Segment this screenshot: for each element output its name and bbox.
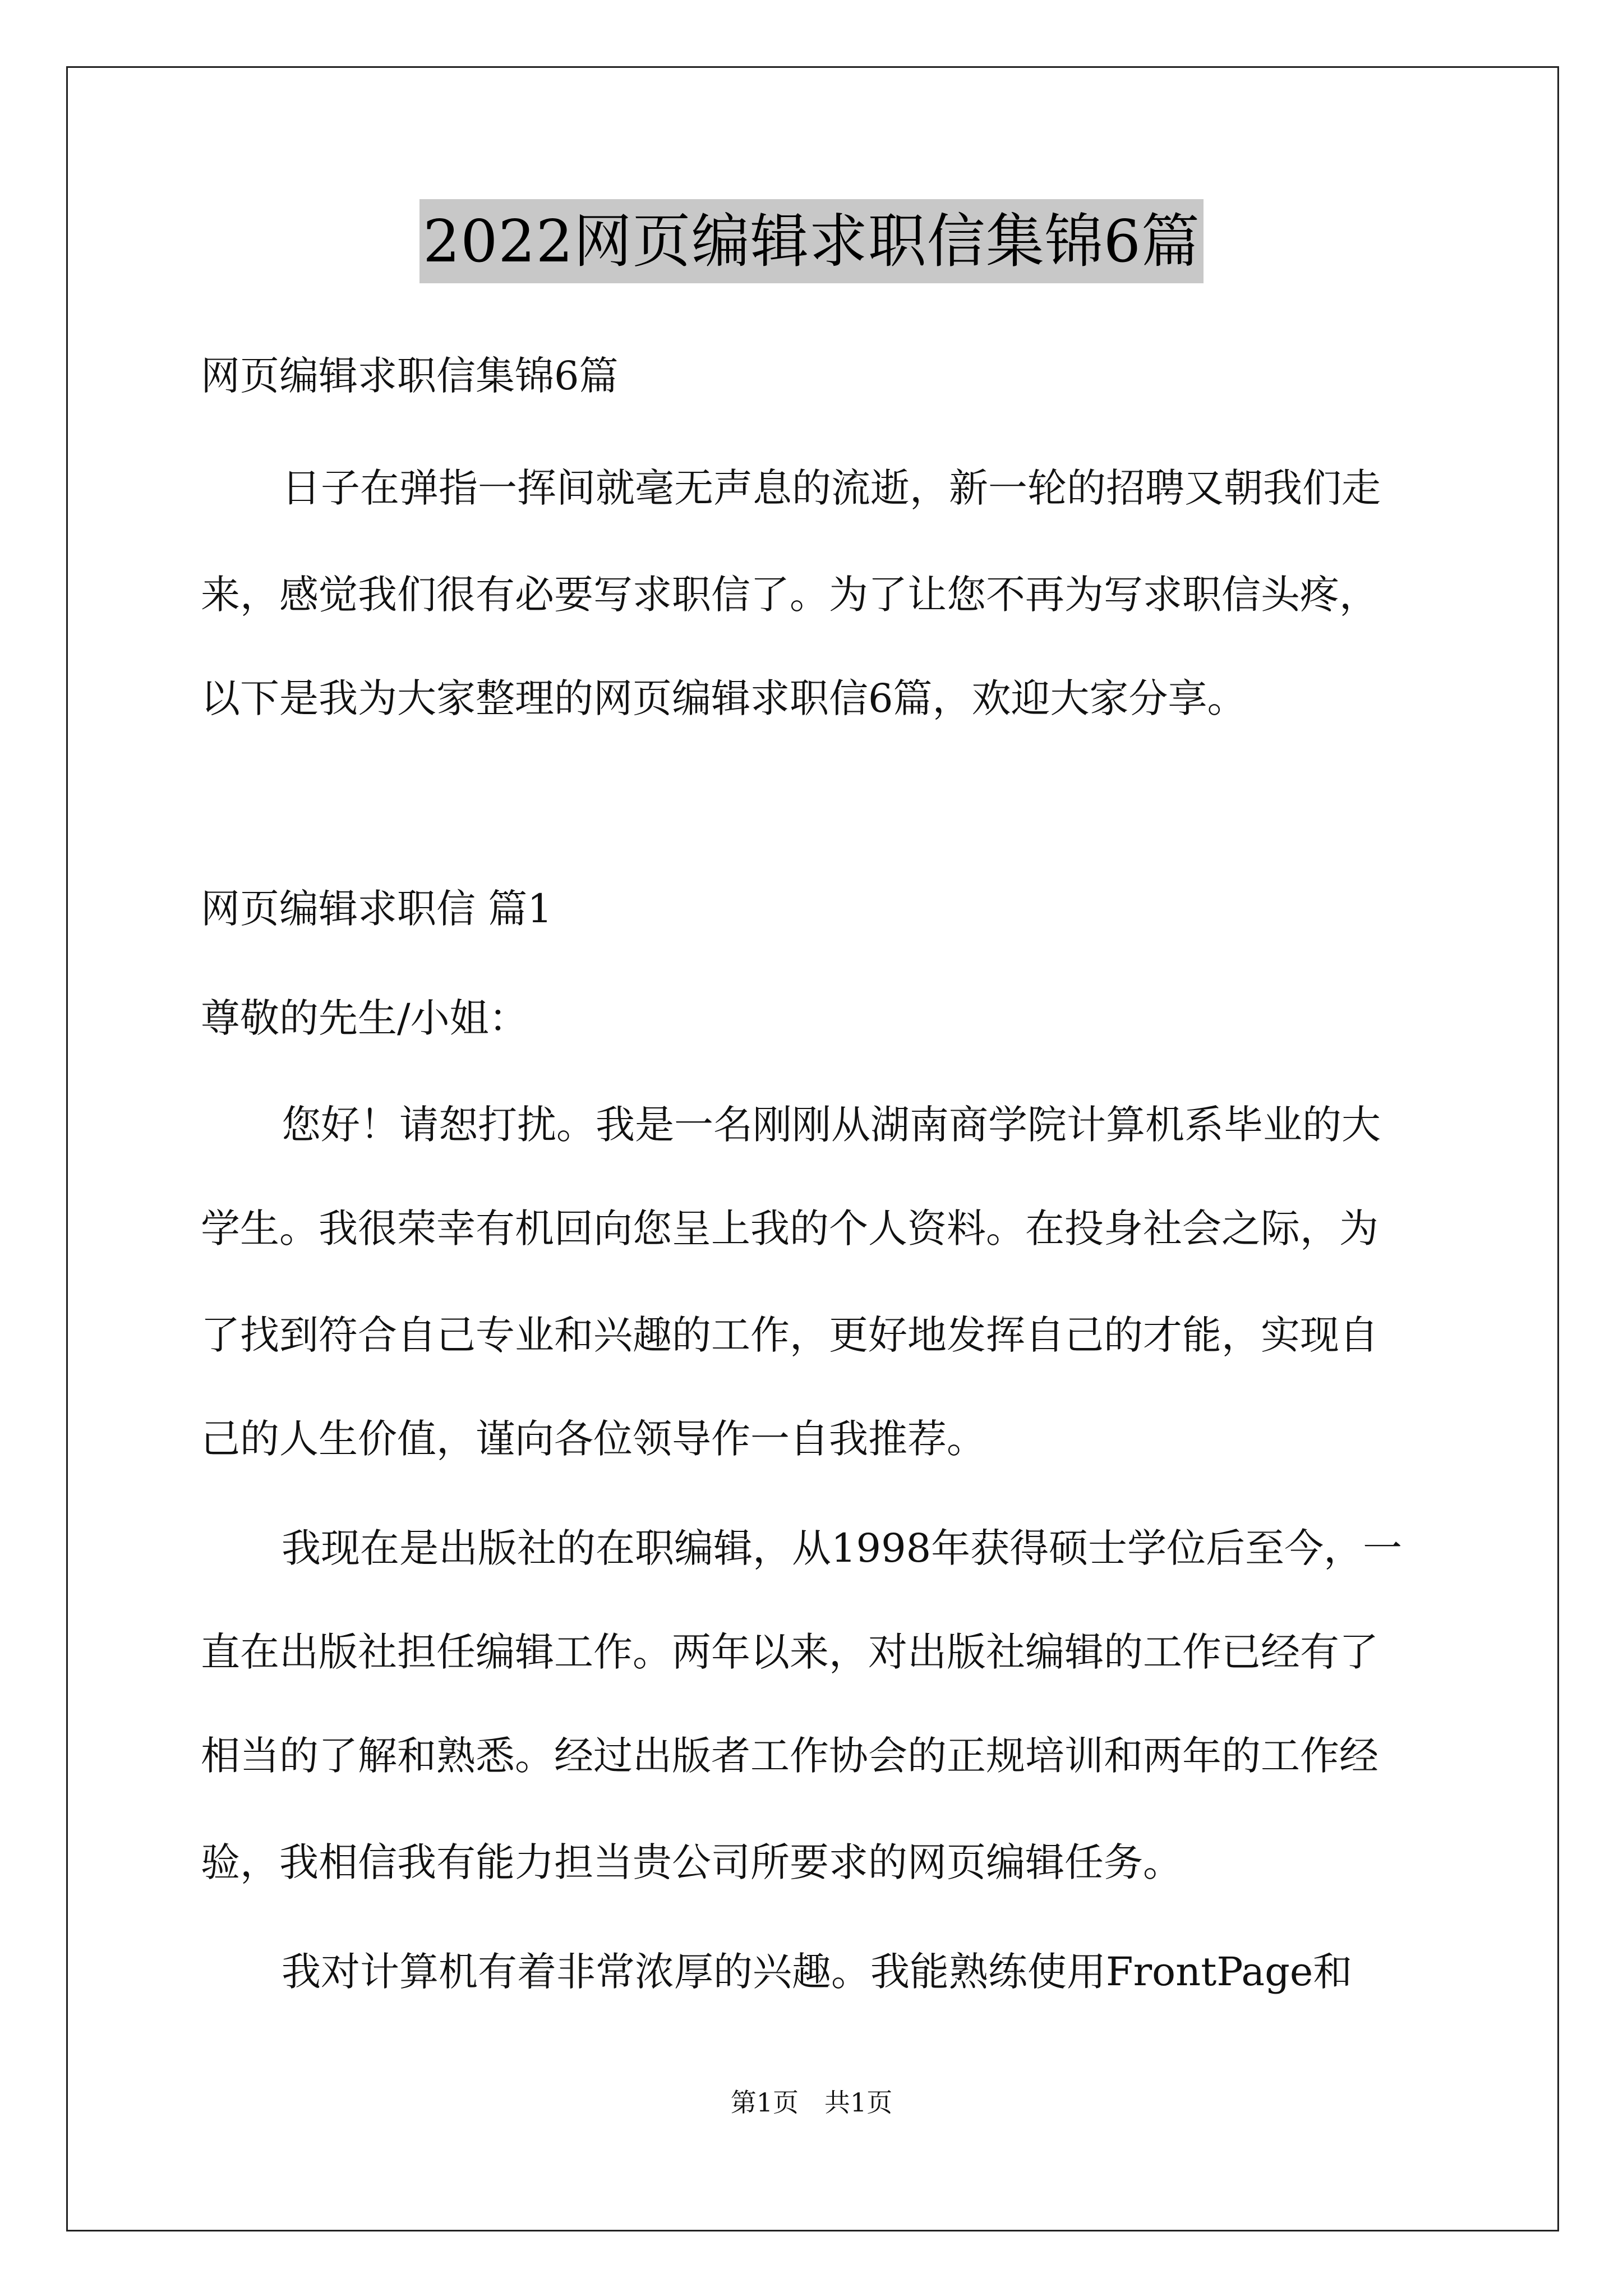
paragraph-line: 学生。我很荣幸有机回向您呈上我的个人资料。在投身社会之际，为 <box>201 1205 1378 1251</box>
paragraph-line: 我现在是出版社的在职编辑，从1998年获得硕士学位后至今，一 <box>282 1525 1403 1571</box>
paragraph-line: 您好！请恕打扰。我是一名刚刚从湖南商学院计算机系毕业的大 <box>282 1102 1381 1148</box>
document-subtitle: 网页编辑求职信集锦6篇 <box>201 353 619 399</box>
salutation: 尊敬的先生/小姐： <box>201 995 528 1041</box>
paragraph-line: 验，我相信我有能力担当贵公司所要求的网页编辑任务。 <box>201 1839 1182 1885</box>
page-footer: 第1页 共1页 <box>730 2087 893 2118</box>
intro-line: 来，感觉我们很有必要写求职信了。为了让您不再为写求职信头疼， <box>201 572 1378 618</box>
paragraph-line: 直在出版社担任编辑工作。两年以来，对出版社编辑的工作已经有了 <box>201 1629 1378 1675</box>
paragraph-line: 己的人生价值，谨向各位领导作一自我推荐。 <box>201 1416 986 1462</box>
intro-line: 日子在弹指一挥间就毫无声息的流逝，新一轮的招聘又朝我们走 <box>282 465 1381 511</box>
title-container <box>0 199 1623 283</box>
document-title: 2022网页编辑求职信集锦6篇 <box>419 199 1204 283</box>
paragraph-line: 我对计算机有着非常浓厚的兴趣。我能熟练使用FrontPage和 <box>282 1949 1353 1995</box>
paragraph-line: 了找到符合自己专业和兴趣的工作，更好地发挥自己的才能，实现自 <box>201 1312 1378 1358</box>
intro-line: 以下是我为大家整理的网页编辑求职信6篇，欢迎大家分享。 <box>201 675 1247 721</box>
paragraph-line: 相当的了解和熟悉。经过出版者工作协会的正规培训和两年的工作经 <box>201 1733 1378 1779</box>
section-heading: 网页编辑求职信 篇1 <box>201 886 552 932</box>
